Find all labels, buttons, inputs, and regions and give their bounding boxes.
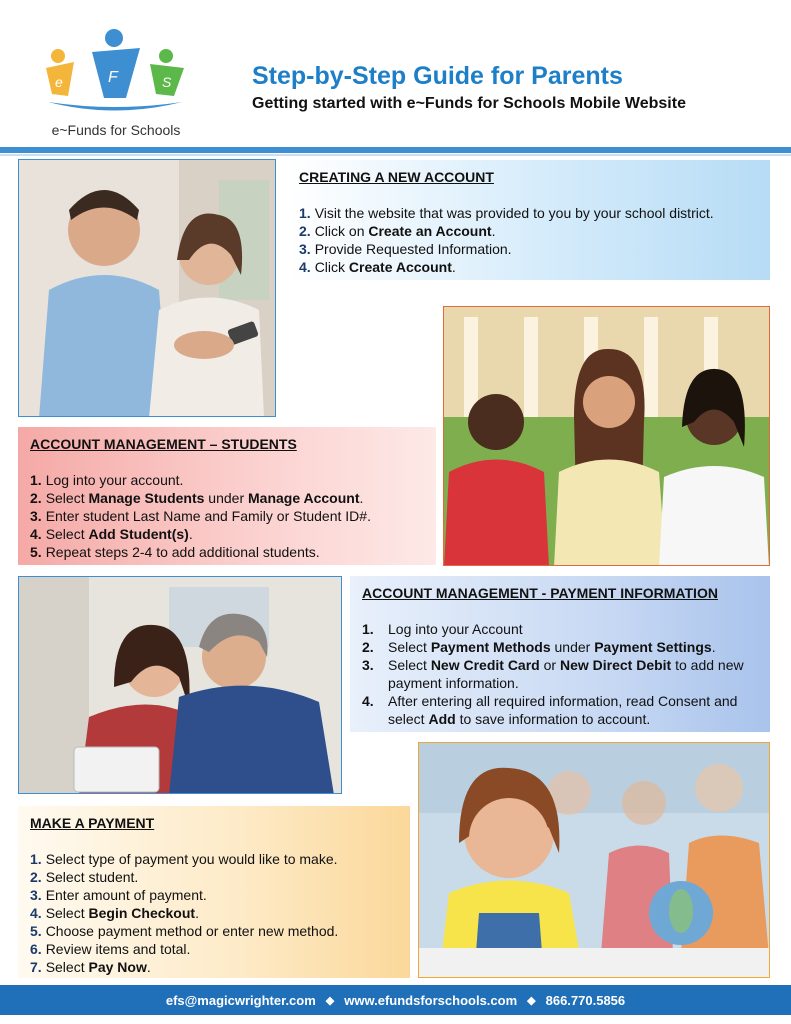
step-item: 5. Repeat steps 2-4 to add additional students. bbox=[30, 544, 320, 560]
photo-students-outdoors bbox=[443, 306, 770, 566]
create-account-steps bbox=[299, 204, 758, 276]
step-item: 1. Select type of payment you would like to make. bbox=[30, 851, 338, 867]
panel-account-students bbox=[18, 427, 436, 565]
step-item: 3. Enter student Last Name and Family or Student ID#. bbox=[30, 508, 371, 524]
step-item: 3. Select New Credit Card or New Direct Debit to add new payment information. bbox=[362, 657, 744, 691]
make-payment-heading: MAKE A PAYMENT bbox=[30, 815, 155, 831]
step-item: 2. Select Payment Methods under Payment Settings. bbox=[362, 639, 716, 655]
svg-text:F: F bbox=[108, 69, 118, 86]
page-subtitle: Getting started with e~Funds for Schools Mobile Website bbox=[252, 95, 686, 112]
panel-payment-information bbox=[350, 576, 770, 732]
step-item: 1. Log into your account. bbox=[30, 472, 184, 488]
svg-text:e: e bbox=[55, 74, 63, 90]
students-steps bbox=[30, 471, 424, 561]
make-payment-steps bbox=[30, 850, 398, 976]
header-divider-accent bbox=[0, 154, 791, 156]
logo-wordmark: e~Funds for Schools bbox=[51, 122, 181, 138]
step-item: 5. Choose payment method or enter new method. bbox=[30, 923, 339, 939]
step-item: 2. Click on Create an Account. bbox=[299, 223, 496, 239]
photo-parents-tablet bbox=[18, 576, 342, 794]
step-item: 4. Select Begin Checkout. bbox=[30, 905, 199, 921]
create-account-heading: CREATING A NEW ACCOUNT bbox=[299, 169, 494, 185]
step-item: 2. Select Manage Students under Manage Account. bbox=[30, 490, 364, 506]
payment-info-steps bbox=[362, 620, 758, 728]
photo-girl-classroom bbox=[418, 742, 770, 978]
step-item: 2. Select student. bbox=[30, 869, 139, 885]
page-title: Step-by-Step Guide for Parents bbox=[252, 62, 623, 90]
step-item: 1. Visit the website that was provided to you by your school district. bbox=[299, 205, 714, 221]
step-item: 3. Enter amount of payment. bbox=[30, 887, 207, 903]
diamond-separator-icon: ◆ bbox=[325, 994, 335, 1007]
panel-make-payment bbox=[18, 806, 410, 978]
payment-info-heading: ACCOUNT MANAGEMENT - PAYMENT INFORMATION bbox=[362, 585, 718, 601]
students-heading: ACCOUNT MANAGEMENT – STUDENTS bbox=[30, 436, 297, 452]
footer-bar bbox=[0, 985, 791, 1015]
step-item: 6. Review items and total. bbox=[30, 941, 191, 957]
svg-text:S: S bbox=[162, 74, 172, 90]
panel-create-account bbox=[287, 160, 770, 280]
header-divider bbox=[0, 147, 791, 153]
footer-phone: 866.770.5856 bbox=[545, 992, 626, 1008]
footer-email-link[interactable]: efs@magicwrighter.com bbox=[165, 992, 316, 1008]
diamond-separator-icon: ◆ bbox=[527, 994, 536, 1007]
step-item: 1. Log into your Account bbox=[362, 621, 523, 637]
footer-website-link[interactable]: www.efundsforschools.com bbox=[344, 992, 518, 1008]
step-item: 4. After entering all required information, read Consent and select Add to save information to account. bbox=[362, 693, 738, 727]
step-item: 3. Provide Requested Information. bbox=[299, 241, 512, 257]
step-item: 4. Click Create Account. bbox=[299, 259, 456, 275]
step-item: 4. Select Add Student(s). bbox=[30, 526, 193, 542]
photo-couple-phone bbox=[18, 159, 276, 417]
step-item: 7. Select Pay Now. bbox=[30, 959, 151, 975]
